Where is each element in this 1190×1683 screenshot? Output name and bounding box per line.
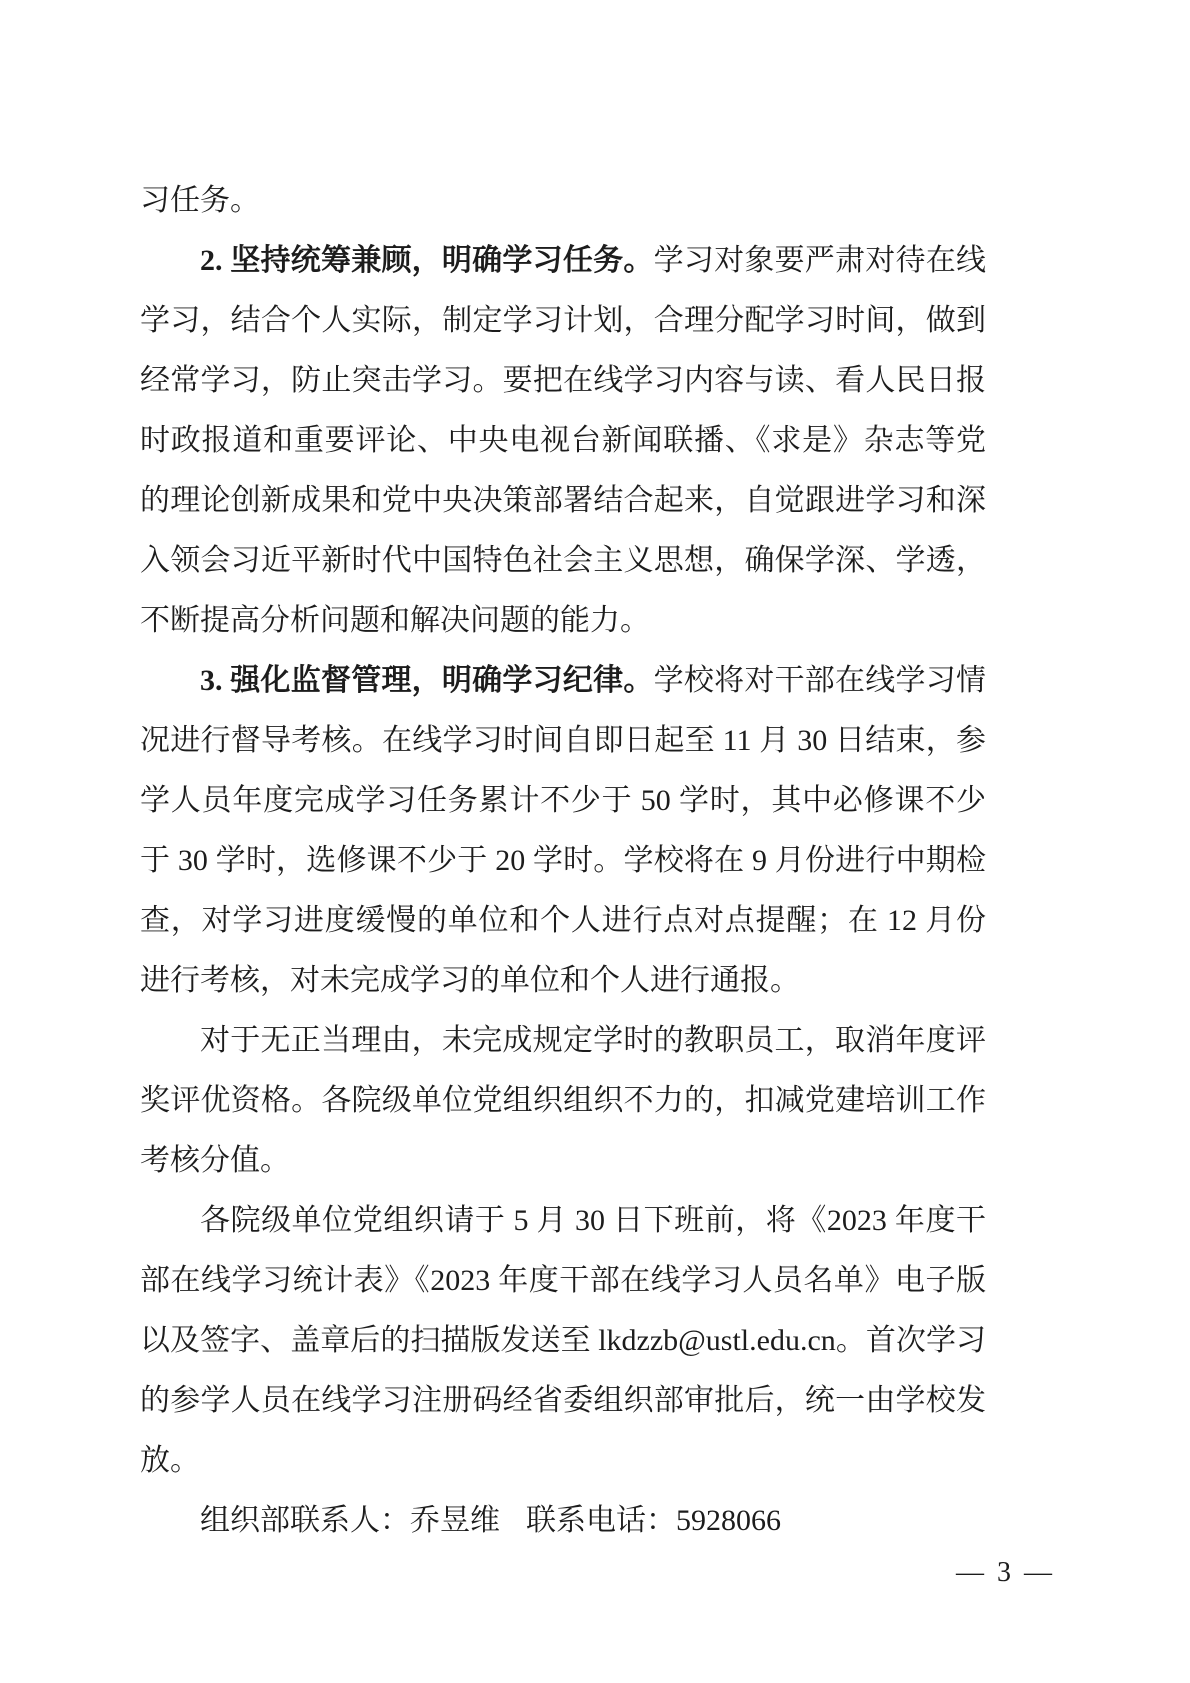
penalty-text: 对于无正当理由，未完成规定学时的教职员工，取消年度评奖评优资格。各院级单位党组织组织不力的，扣减党建培训工作考核分值。 [140,1024,986,1177]
item-2-body-text: 学习对象要严肃对待在线学习，结合个人实际，制定学习计划，合理分配学习时间，做到经常学习，防止突击学习。要把在线学习内容与读、看人民日报时政报道和重要评论、中央电视台新闻联播、《求是》杂志等党的理论创新成果和党中央决策部署结合起来，自觉跟进学习和深入领会习近平新时代中国特色社会主义思想，确保学深、学透，不断提高分析问题和解决问题的能力。 [140,244,987,637]
contact-phone-number: 5928066 [676,1504,781,1537]
paragraph-item-3 [140,651,986,1011]
paragraph-continuation [140,171,986,231]
contact-person-label: 组织部联系人： [200,1504,410,1537]
paragraph-penalty [140,1011,986,1191]
paragraph-submission [140,1191,986,1491]
item-2-heading: 2. 坚持统筹兼顾，明确学习任务。 [200,244,654,277]
page-number: — 3 — [956,1557,1055,1588]
item-3-body-text: 学校将对干部在线学习情况进行督导考核。在线学习时间自即日起至 11 月 30 日结束，参学人员年度完成学习任务累计不少于 50 学时，其中必修课不少于 30 学时，选修课不少于 20 学时。学校将在 9 月份进行中期检查，对学习进度缓慢的单位和个人进行点对点提醒；在 12 月份进行考核，对未完成学习的单位和个人进行通报。 [140,664,987,997]
submission-text: 各院级单位党组织请于 5 月 30 日下班前，将《2023 年度干部在线学习统计表》《2023 年度干部在线学习人员名单》电子版以及签字、盖章后的扫描版发送至 lkdzzb@ustl.edu.cn。首次学习的参学人员在线学习注册码经省委组织部审批后，统一由学校发放。 [140,1204,986,1477]
contact-person-name: 乔昱维 [410,1504,500,1537]
document-body [140,171,986,1551]
contact-phone-label: 联系电话： [526,1504,676,1537]
paragraph-text: 习任务。 [140,184,260,217]
item-3-heading: 3. 强化监督管理，明确学习纪律。 [200,664,654,697]
contact-line [140,1491,986,1551]
paragraph-item-2 [140,231,986,651]
